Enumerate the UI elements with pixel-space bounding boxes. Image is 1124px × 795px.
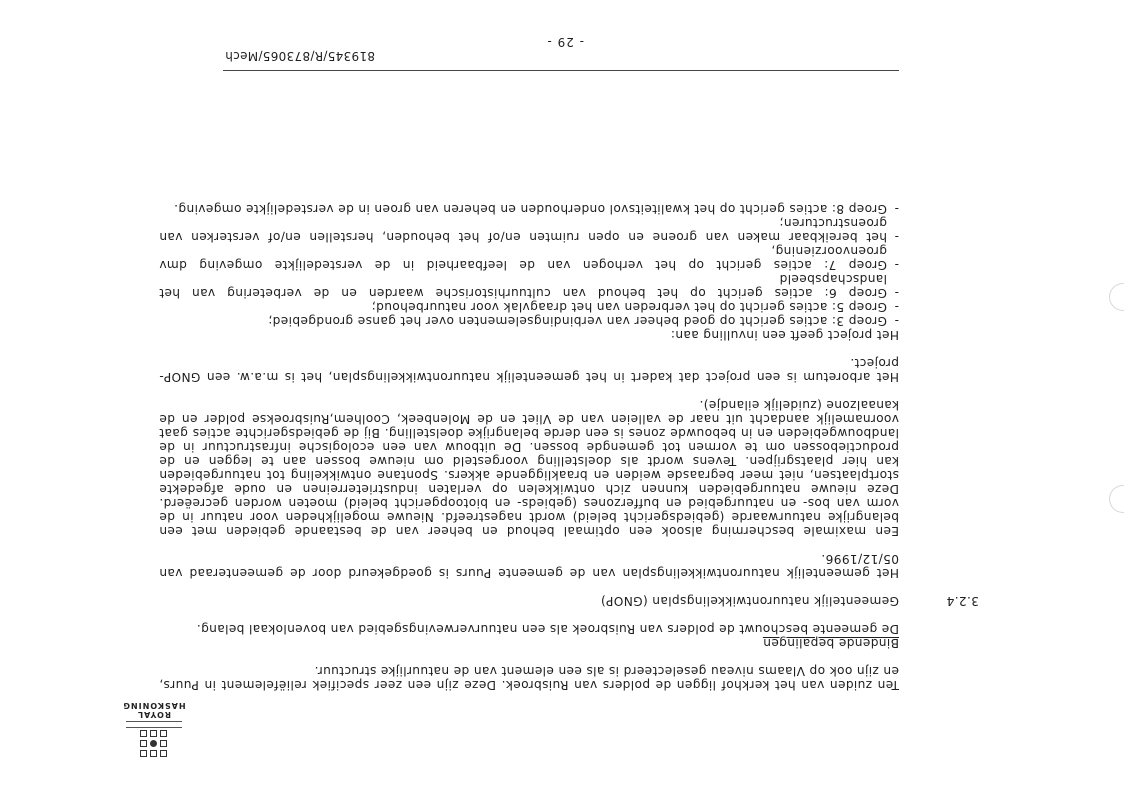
- section-title: Gemeentelijk natuurontwikkelingsplan (GNOP): [600, 594, 899, 608]
- logo-icon: [114, 730, 194, 757]
- paragraph-polders: Ten zuiden van het kerkhof liggen de polders van Ruisbroek. Deze zijn een zeer specifiek reliëfelement in Puurs, en zijn ook op Vlaams niveau geselecteerd is als een element van de natuurlijke structuur.: [159, 664, 899, 692]
- list-item: - Groep 6: acties gericht op het behoud van cultuurhistorische waarden en de verbetering van het landschapsbeeld: [159, 272, 899, 300]
- section-number: 3.2.4: [946, 594, 979, 608]
- gnop-approval-paragraph: Het gemeentelijk natuurontwikkelingsplan van de gemeente Puurs is goedgekeurd door de gemeenteraad van 05/12/1996.: [159, 552, 899, 580]
- scan-punch-mark: [1109, 485, 1124, 513]
- logo-text: ROYAL HASKONING: [122, 701, 186, 719]
- list-item: - Groep 7: acties gericht op het verhogen van de leefbaarheid in de verstedelijkte omgeving dmv groenvoorziening,: [159, 244, 899, 272]
- list-intro: Het project geeft een invulling aan:: [670, 328, 899, 342]
- list-item: - Groep 5: acties gericht op het verbreden van het draagvlak voor natuurbehoud;: [159, 300, 899, 314]
- document-body: [159, 202, 979, 692]
- binding-text: De gemeente beschouwt de polders van Ruisbroek als een natuurverwevingsgebied van bovenlokaal belang.: [196, 622, 899, 636]
- arboretum-paragraph: Het arboretum is een project dat kadert in het gemeentelijk natuurontwikkelingsplan, het is m.a.w. een GNOP-project.: [159, 356, 899, 384]
- page-number: - 29 -: [546, 35, 584, 49]
- list-item: - het bereikbaar maken van groene en open ruimten en/of het behouden, herstellen en/of versterken van groenstructuren;: [159, 216, 899, 244]
- royal-haskoning-logo: [114, 701, 194, 757]
- binding-provisions: [159, 622, 899, 650]
- list-item: - Groep 8: acties gericht op het kwaliteitsvol onderhouden en beheren van groen in de verstedelijkte omgeving.: [159, 202, 899, 216]
- binding-heading: Bindende bepalingen: [762, 636, 899, 650]
- section-heading: [159, 580, 979, 608]
- list-item: - Groep 3: acties gericht op goed beheer van verbindingselementen over het ganse grondgebied;: [159, 314, 899, 328]
- document-reference-code: 819345/R/873065/Mech: [225, 49, 376, 63]
- gnop-goals-paragraph: Een maximale bescherming alsook een optimaal behoud en beheer van de bestaande gebieden met een belangrijke natuurwaarde (gebiedsgericht beleid) wordt nagestreefd. Nieuwe mogelijkheden voor natuur in de vorm van bos- en natuurgebied en bufferzones (gebieds- en biotoopgericht beleid) moeten worden gecreëerd. Deze nieuwe natuurgebieden kunnen zich ontwikkelen op verlaten industrieterreinen en oude afgedekte stortplaatsen, niet meer begraasde weiden en braakliggende akkers. Spontane ontwikkeling tot natuurgebieden kan hier plaatsgrijpen. Tevens wordt als doelstelling voorgesteld om nieuwe bossen aan te leggen en de productiebossen om te vormen tot gemengde bossen. De uitbouw van een ecologische infrastructuur in de landbouwgebieden en in bebouwde zones is een derde belangrijke doelstelling. Bij de gebiedsgerichte acties gaat voornamelijk aandacht uit naar de valleien van de Vliet en de Molenbeek, Coolhem,Ruisbroekse polder en de kanaalzone (zuidelijk eilandje).: [159, 398, 899, 538]
- action-group-list: [159, 202, 899, 328]
- logo-divider: [126, 721, 182, 728]
- footer-rule: [223, 70, 899, 71]
- scan-punch-mark: [1109, 283, 1124, 311]
